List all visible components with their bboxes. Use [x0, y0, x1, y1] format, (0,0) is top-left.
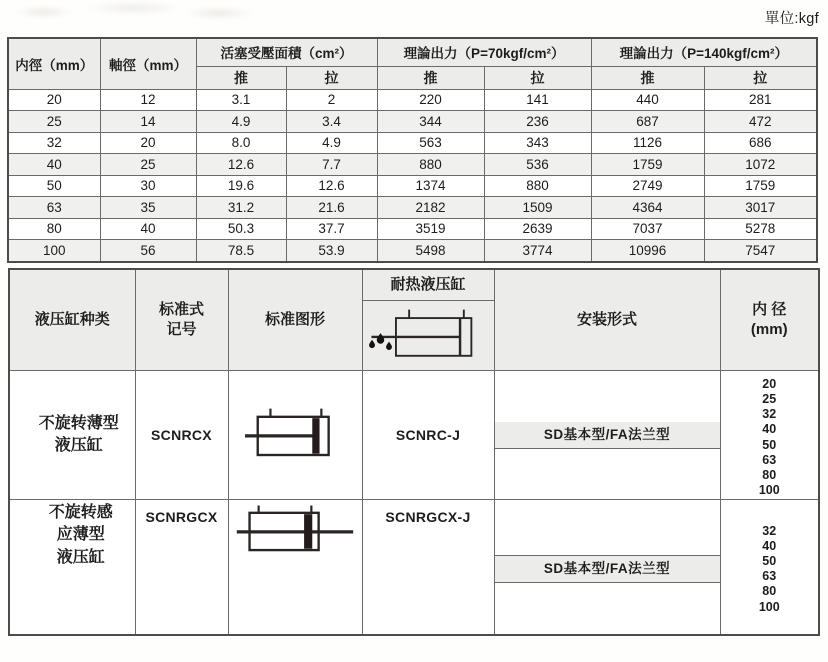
bore-value: 20 [762, 376, 777, 391]
col-header-mounting-style: 安装形式 [494, 269, 720, 371]
heat-resistant-label: 耐热液压缸 [363, 270, 494, 301]
mounting-style-cell [494, 371, 720, 500]
standard-cylinder-diagram [245, 406, 345, 464]
force-table-cell: 3519 [377, 218, 484, 240]
unit-label: 單位:kgf [764, 11, 819, 27]
force-table-row [8, 89, 817, 111]
force-table-cell: 3017 [704, 197, 817, 219]
force-table-cell: 7547 [704, 240, 817, 262]
col-header-rod: 軸徑（mm） [100, 38, 196, 89]
force-table-cell: 1072 [704, 154, 817, 176]
bore-sizes-cell [720, 500, 819, 635]
force-table-cell: 2639 [484, 218, 591, 240]
col-header-output-p70: 理論出力（P=70kgf/cm²） [377, 38, 591, 66]
force-table-cell: 3.4 [286, 111, 377, 133]
col-header-standard-figure: 标准图形 [228, 269, 362, 371]
standard-code-cell: SCNRCX [135, 371, 228, 500]
force-table-cell: 1126 [591, 132, 704, 154]
force-table-cell: 3.1 [196, 89, 286, 111]
force-table-row [8, 175, 817, 197]
force-table-row [8, 111, 817, 133]
force-table-cell: 1759 [591, 154, 704, 176]
force-table-cell: 12 [100, 89, 196, 111]
force-table-cell: 78.5 [196, 240, 286, 262]
force-table-cell: 12.6 [286, 175, 377, 197]
force-table-cell: 20 [8, 89, 100, 111]
force-table-cell: 53.9 [286, 240, 377, 262]
force-table-cell: 100 [8, 240, 100, 262]
force-table-cell: 1759 [704, 175, 817, 197]
force-table-cell: 25 [8, 111, 100, 133]
bore-list [721, 372, 819, 499]
force-table-cell: 7037 [591, 218, 704, 240]
force-table-cell: 281 [704, 89, 817, 111]
bore-value: 40 [762, 422, 777, 437]
bore-value: 32 [762, 407, 777, 422]
model-table [8, 268, 820, 636]
heat-resistant-code-cell: SCNRGCX-J [362, 500, 494, 635]
sub-header-pull: 拉 [704, 66, 817, 89]
force-table-cell: 19.6 [196, 175, 286, 197]
force-table-cell: 40 [100, 218, 196, 240]
mounting-style-cell [494, 500, 720, 635]
force-table-cell: 12.6 [196, 154, 286, 176]
bore-value: 63 [762, 452, 777, 467]
force-table-cell: 880 [484, 175, 591, 197]
force-table-cell: 141 [484, 89, 591, 111]
force-table-cell: 440 [591, 89, 704, 111]
standard-code-line: 记号 [166, 321, 197, 338]
force-table-cell: 686 [704, 132, 817, 154]
col-header-bore: 内徑（mm） [8, 38, 100, 89]
col-header-bore-mm [720, 269, 819, 371]
standard-figure-cell [228, 500, 362, 635]
force-table-cell: 63 [8, 197, 100, 219]
force-table-cell: 4.9 [196, 111, 286, 133]
heat-resistant-code-cell: SCNRC-J [362, 371, 494, 500]
force-table-row [8, 132, 817, 154]
force-table-row [8, 218, 817, 240]
cylinder-type-line: 不旋转感 [48, 504, 113, 521]
force-table-cell: 32 [8, 132, 100, 154]
bore-header-line: (mm) [750, 321, 788, 338]
col-header-heat-resistant [362, 269, 494, 371]
force-table-cell: 7.7 [286, 154, 377, 176]
sub-header-pull: 拉 [286, 66, 377, 89]
force-table-cell: 8.0 [196, 132, 286, 154]
bore-value: 50 [762, 554, 777, 569]
force-table-cell: 5278 [704, 218, 817, 240]
mounting-style-band: SD基本型/FA法兰型 [495, 555, 720, 583]
standard-figure-cell [228, 371, 362, 500]
cylinder-type-cell [9, 371, 135, 500]
force-table-cell: 80 [8, 218, 100, 240]
force-table-cell: 25 [100, 154, 196, 176]
double-rod-cylinder-diagram [235, 502, 355, 560]
bore-value: 32 [762, 523, 777, 538]
force-table-cell: 31.2 [196, 197, 286, 219]
cylinder-type-line: 液压缸 [56, 548, 105, 566]
cylinder-type-line: 应薄型 [56, 526, 105, 544]
force-table-cell: 536 [484, 154, 591, 176]
force-table-row [8, 154, 817, 176]
bore-value: 100 [758, 599, 780, 614]
bore-value: 40 [762, 538, 777, 553]
force-table-cell: 14 [100, 111, 196, 133]
standard-code-cell: SCNRGCX [135, 500, 228, 635]
model-table-row [9, 371, 819, 500]
heat-resistant-cylinder-diagram [363, 301, 494, 370]
force-table-cell: 4.9 [286, 132, 377, 154]
erased-title-smudge [14, 0, 254, 22]
force-table-cell: 343 [484, 132, 591, 154]
bore-value: 50 [762, 437, 777, 452]
force-table-cell: 56 [100, 240, 196, 262]
force-table-cell: 4364 [591, 197, 704, 219]
col-header-standard-code [135, 269, 228, 371]
force-table-cell: 880 [377, 154, 484, 176]
bore-value: 80 [762, 584, 777, 599]
col-header-piston-area: 活塞受壓面積（cm²） [196, 38, 377, 66]
col-header-cylinder-type: 液压缸种类 [9, 269, 135, 371]
force-table-cell: 2 [286, 89, 377, 111]
sub-header-push: 推 [377, 66, 484, 89]
force-table-cell: 50.3 [196, 218, 286, 240]
force-table-cell: 687 [591, 111, 704, 133]
force-table [7, 37, 818, 263]
force-table-cell: 50 [8, 175, 100, 197]
bore-value: 80 [762, 467, 777, 482]
force-table-cell: 472 [704, 111, 817, 133]
force-table-cell: 21.6 [286, 197, 377, 219]
force-table-group-header-row [8, 38, 817, 66]
sub-header-push: 推 [196, 66, 286, 89]
force-table-cell: 2182 [377, 197, 484, 219]
force-table-cell: 563 [377, 132, 484, 154]
force-table-cell: 37.7 [286, 218, 377, 240]
cylinder-type-cell [9, 500, 135, 635]
force-table-cell: 3774 [484, 240, 591, 262]
force-table-cell: 220 [377, 89, 484, 111]
mounting-style-band: SD基本型/FA法兰型 [495, 422, 720, 449]
heat-cylinder-icon [365, 303, 491, 369]
model-table-header-row [9, 269, 819, 371]
bore-list [721, 519, 819, 615]
force-table-cell: 1374 [377, 175, 484, 197]
bore-header-line: 内 径 [752, 300, 787, 318]
force-table-cell: 40 [8, 154, 100, 176]
force-table-cell: 344 [377, 111, 484, 133]
bore-value: 25 [762, 391, 777, 406]
bore-value: 63 [762, 569, 777, 584]
standard-code-line: 标准式 [158, 300, 204, 318]
bore-value: 100 [758, 483, 780, 498]
force-table-cell: 2749 [591, 175, 704, 197]
force-table-row [8, 240, 817, 262]
force-table-cell: 35 [100, 197, 196, 219]
water-droplets-icon [369, 333, 392, 350]
force-table-cell: 30 [100, 175, 196, 197]
col-header-output-p140: 理論出力（P=140kgf/cm²） [591, 38, 817, 66]
bore-sizes-cell [720, 371, 819, 500]
sub-header-push: 推 [591, 66, 704, 89]
force-table-cell: 236 [484, 111, 591, 133]
sub-header-pull: 拉 [484, 66, 591, 89]
cylinder-type-line: 不旋转薄型 [38, 414, 119, 432]
force-table-cell: 20 [100, 132, 196, 154]
model-table-row [9, 500, 819, 635]
force-table-cell: 1509 [484, 197, 591, 219]
force-table-row [8, 197, 817, 219]
cylinder-type-line: 液压缸 [54, 437, 103, 454]
force-table-cell: 10996 [591, 240, 704, 262]
force-table-cell: 5498 [377, 240, 484, 262]
